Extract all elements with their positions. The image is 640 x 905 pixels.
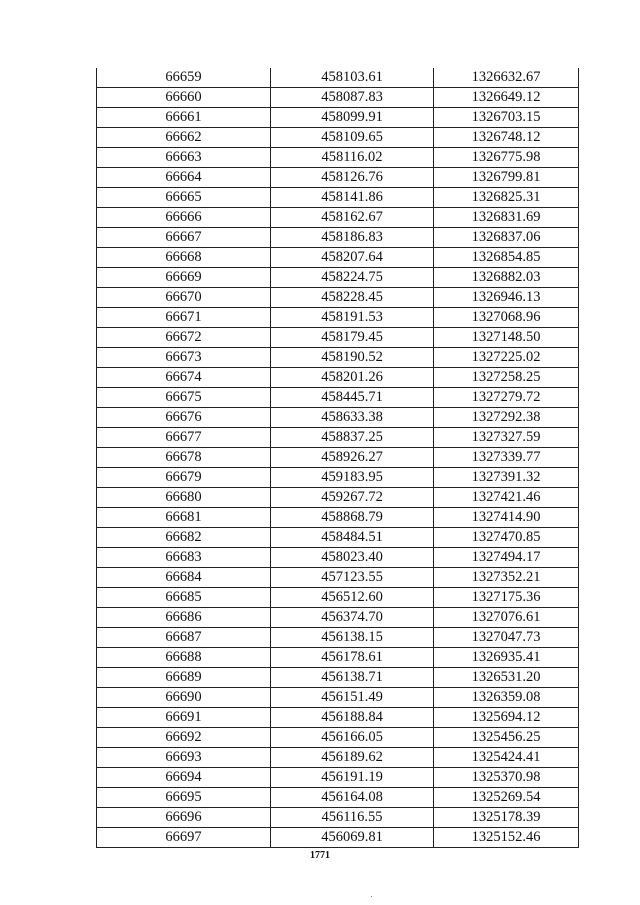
- x-coordinate-cell: 456374.70: [271, 608, 434, 628]
- x-coordinate-cell: 456138.15: [271, 628, 434, 648]
- x-coordinate-cell: 458023.40: [271, 548, 434, 568]
- y-coordinate-cell: 1327391.32: [434, 468, 579, 488]
- table-row: [97, 768, 579, 788]
- x-coordinate-cell: 457123.55: [271, 568, 434, 588]
- point-id-cell: 66688: [97, 648, 271, 668]
- x-coordinate-cell: 459183.95: [271, 468, 434, 488]
- y-coordinate-cell: 1326531.20: [434, 668, 579, 688]
- point-id-cell: 66663: [97, 148, 271, 168]
- coordinate-table-container: [96, 68, 578, 848]
- point-id-cell: 66665: [97, 188, 271, 208]
- page-number: 1771: [310, 850, 330, 861]
- y-coordinate-cell: 1326831.69: [434, 208, 579, 228]
- coordinate-table: [96, 68, 579, 848]
- point-id-cell: 66694: [97, 768, 271, 788]
- point-id-cell: 66690: [97, 688, 271, 708]
- table-row: [97, 368, 579, 388]
- table-row: [97, 428, 579, 448]
- table-row: [97, 288, 579, 308]
- point-id-cell: 66673: [97, 348, 271, 368]
- x-coordinate-cell: 458141.86: [271, 188, 434, 208]
- table-row: [97, 188, 579, 208]
- table-row: [97, 448, 579, 468]
- scan-speck: [371, 896, 372, 897]
- table-row: [97, 588, 579, 608]
- table-row: [97, 388, 579, 408]
- y-coordinate-cell: 1326799.81: [434, 168, 579, 188]
- point-id-cell: 66693: [97, 748, 271, 768]
- table-row: [97, 228, 579, 248]
- table-row: [97, 788, 579, 808]
- point-id-cell: 66672: [97, 328, 271, 348]
- y-coordinate-cell: 1325370.98: [434, 768, 579, 788]
- table-row: [97, 108, 579, 128]
- point-id-cell: 66684: [97, 568, 271, 588]
- x-coordinate-cell: 458207.64: [271, 248, 434, 268]
- point-id-cell: 66686: [97, 608, 271, 628]
- y-coordinate-cell: 1327076.61: [434, 608, 579, 628]
- y-coordinate-cell: 1326775.98: [434, 148, 579, 168]
- table-row: [97, 468, 579, 488]
- table-row: [97, 348, 579, 368]
- x-coordinate-cell: 456116.55: [271, 808, 434, 828]
- y-coordinate-cell: 1327414.90: [434, 508, 579, 528]
- x-coordinate-cell: 458103.61: [271, 68, 434, 88]
- y-coordinate-cell: 1327327.59: [434, 428, 579, 448]
- x-coordinate-cell: 458224.75: [271, 268, 434, 288]
- table-row: [97, 508, 579, 528]
- point-id-cell: 66660: [97, 88, 271, 108]
- x-coordinate-cell: 458162.67: [271, 208, 434, 228]
- table-row: [97, 168, 579, 188]
- x-coordinate-cell: 458126.76: [271, 168, 434, 188]
- table-row: [97, 708, 579, 728]
- x-coordinate-cell: 456188.84: [271, 708, 434, 728]
- y-coordinate-cell: 1326882.03: [434, 268, 579, 288]
- table-row: [97, 208, 579, 228]
- y-coordinate-cell: 1326748.12: [434, 128, 579, 148]
- y-coordinate-cell: 1326837.06: [434, 228, 579, 248]
- point-id-cell: 66669: [97, 268, 271, 288]
- point-id-cell: 66683: [97, 548, 271, 568]
- y-coordinate-cell: 1326825.31: [434, 188, 579, 208]
- point-id-cell: 66670: [97, 288, 271, 308]
- x-coordinate-cell: 456069.81: [271, 828, 434, 848]
- y-coordinate-cell: 1327339.77: [434, 448, 579, 468]
- table-row: [97, 248, 579, 268]
- table-row: [97, 648, 579, 668]
- table-row: [97, 128, 579, 148]
- table-row: [97, 668, 579, 688]
- table-row: [97, 328, 579, 348]
- y-coordinate-cell: 1327175.36: [434, 588, 579, 608]
- point-id-cell: 66696: [97, 808, 271, 828]
- point-id-cell: 66689: [97, 668, 271, 688]
- y-coordinate-cell: 1325152.46: [434, 828, 579, 848]
- x-coordinate-cell: 458116.02: [271, 148, 434, 168]
- y-coordinate-cell: 1326854.85: [434, 248, 579, 268]
- x-coordinate-cell: 458926.27: [271, 448, 434, 468]
- point-id-cell: 66680: [97, 488, 271, 508]
- point-id-cell: 66667: [97, 228, 271, 248]
- point-id-cell: 66697: [97, 828, 271, 848]
- y-coordinate-cell: 1327470.85: [434, 528, 579, 548]
- point-id-cell: 66674: [97, 368, 271, 388]
- x-coordinate-cell: 456164.08: [271, 788, 434, 808]
- point-id-cell: 66662: [97, 128, 271, 148]
- x-coordinate-cell: 458633.38: [271, 408, 434, 428]
- y-coordinate-cell: 1325456.25: [434, 728, 579, 748]
- x-coordinate-cell: 456191.19: [271, 768, 434, 788]
- y-coordinate-cell: 1327279.72: [434, 388, 579, 408]
- y-coordinate-cell: 1327068.96: [434, 308, 579, 328]
- point-id-cell: 66678: [97, 448, 271, 468]
- y-coordinate-cell: 1325178.39: [434, 808, 579, 828]
- x-coordinate-cell: 458228.45: [271, 288, 434, 308]
- y-coordinate-cell: 1327292.38: [434, 408, 579, 428]
- point-id-cell: 66687: [97, 628, 271, 648]
- y-coordinate-cell: 1327148.50: [434, 328, 579, 348]
- coordinate-table-body: [97, 68, 579, 848]
- y-coordinate-cell: 1326632.67: [434, 68, 579, 88]
- x-coordinate-cell: 458484.51: [271, 528, 434, 548]
- point-id-cell: 66682: [97, 528, 271, 548]
- x-coordinate-cell: 458445.71: [271, 388, 434, 408]
- point-id-cell: 66691: [97, 708, 271, 728]
- point-id-cell: 66679: [97, 468, 271, 488]
- point-id-cell: 66659: [97, 68, 271, 88]
- y-coordinate-cell: 1327494.17: [434, 548, 579, 568]
- table-row: [97, 688, 579, 708]
- y-coordinate-cell: 1326946.13: [434, 288, 579, 308]
- y-coordinate-cell: 1326649.12: [434, 88, 579, 108]
- y-coordinate-cell: 1325424.41: [434, 748, 579, 768]
- y-coordinate-cell: 1325694.12: [434, 708, 579, 728]
- point-id-cell: 66666: [97, 208, 271, 228]
- point-id-cell: 66681: [97, 508, 271, 528]
- y-coordinate-cell: 1327421.46: [434, 488, 579, 508]
- x-coordinate-cell: 458109.65: [271, 128, 434, 148]
- x-coordinate-cell: 458868.79: [271, 508, 434, 528]
- point-id-cell: 66661: [97, 108, 271, 128]
- table-row: [97, 488, 579, 508]
- table-row: [97, 408, 579, 428]
- x-coordinate-cell: 456166.05: [271, 728, 434, 748]
- point-id-cell: 66675: [97, 388, 271, 408]
- x-coordinate-cell: 458201.26: [271, 368, 434, 388]
- y-coordinate-cell: 1326935.41: [434, 648, 579, 668]
- y-coordinate-cell: 1325269.54: [434, 788, 579, 808]
- x-coordinate-cell: 458099.91: [271, 108, 434, 128]
- point-id-cell: 66664: [97, 168, 271, 188]
- x-coordinate-cell: 458191.53: [271, 308, 434, 328]
- point-id-cell: 66671: [97, 308, 271, 328]
- point-id-cell: 66676: [97, 408, 271, 428]
- point-id-cell: 66677: [97, 428, 271, 448]
- table-row: [97, 808, 579, 828]
- point-id-cell: 66685: [97, 588, 271, 608]
- y-coordinate-cell: 1327352.21: [434, 568, 579, 588]
- table-row: [97, 748, 579, 768]
- x-coordinate-cell: 456178.61: [271, 648, 434, 668]
- table-row: [97, 828, 579, 848]
- y-coordinate-cell: 1327258.25: [434, 368, 579, 388]
- point-id-cell: 66668: [97, 248, 271, 268]
- table-row: [97, 268, 579, 288]
- table-row: [97, 148, 579, 168]
- table-row: [97, 628, 579, 648]
- table-row: [97, 568, 579, 588]
- x-coordinate-cell: 456512.60: [271, 588, 434, 608]
- x-coordinate-cell: 458179.45: [271, 328, 434, 348]
- table-row: [97, 728, 579, 748]
- x-coordinate-cell: 456138.71: [271, 668, 434, 688]
- y-coordinate-cell: 1327225.02: [434, 348, 579, 368]
- point-id-cell: 66692: [97, 728, 271, 748]
- table-row: [97, 528, 579, 548]
- table-row: [97, 548, 579, 568]
- x-coordinate-cell: 458087.83: [271, 88, 434, 108]
- x-coordinate-cell: 458837.25: [271, 428, 434, 448]
- y-coordinate-cell: 1326703.15: [434, 108, 579, 128]
- table-row: [97, 68, 579, 88]
- x-coordinate-cell: 456151.49: [271, 688, 434, 708]
- y-coordinate-cell: 1327047.73: [434, 628, 579, 648]
- x-coordinate-cell: 456189.62: [271, 748, 434, 768]
- y-coordinate-cell: 1326359.08: [434, 688, 579, 708]
- x-coordinate-cell: 458190.52: [271, 348, 434, 368]
- table-row: [97, 88, 579, 108]
- point-id-cell: 66695: [97, 788, 271, 808]
- table-row: [97, 308, 579, 328]
- x-coordinate-cell: 458186.83: [271, 228, 434, 248]
- x-coordinate-cell: 459267.72: [271, 488, 434, 508]
- table-row: [97, 608, 579, 628]
